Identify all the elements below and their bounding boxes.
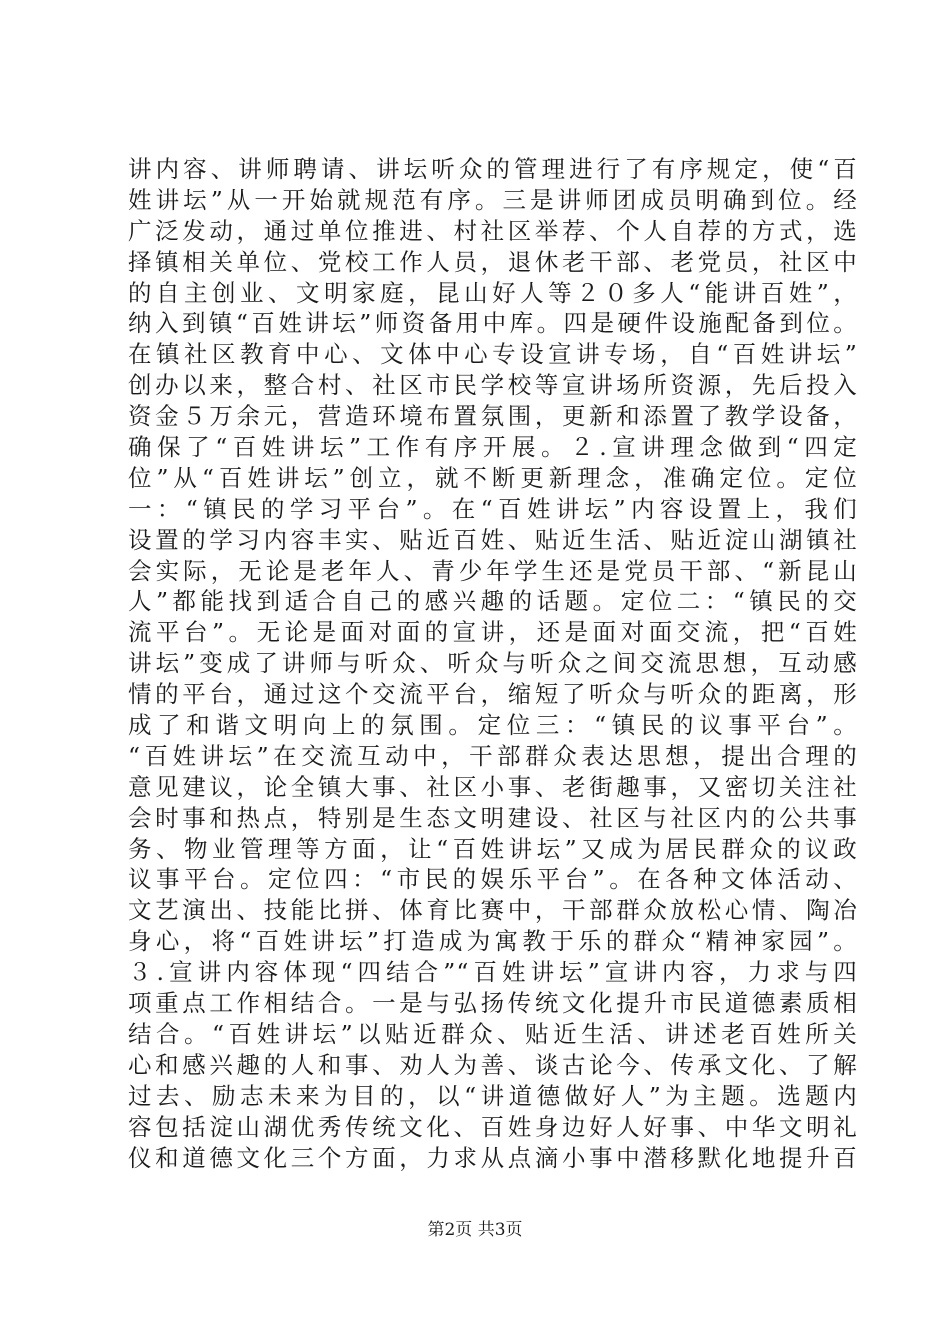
text-line: 一：“镇民的学习平台”。在“百姓讲坛”内容设置上，我们 [128,494,858,523]
text-line: 位”从“百姓讲坛”创立，就不断更新理念，准确定位。定位 [128,463,858,492]
text-line: 资金５万余元，营造环境布置氛围，更新和添置了教学设备， [128,402,858,431]
text-line: ３.宣讲内容体现“四结合”“百姓讲坛”宣讲内容，力求与四 [128,958,858,987]
text-line: 过去、励志未来为目的，以“讲道德做好人”为主题。选题内 [128,1081,858,1110]
text-line: 纳入到镇“百姓讲坛”师资备用中库。四是硬件设施配备到位。 [128,309,858,338]
text-line: 择镇相关单位、党校工作人员，退休老干部、老党员，社区中 [128,247,858,276]
text-line: 意见建议，论全镇大事、社区小事、老街趣事，又密切关注社 [128,772,858,801]
text-line: 讲坛”变成了讲师与听众、听众与听众之间交流思想，互动感 [128,649,858,678]
text-line: 创办以来，整合村、社区市民学校等宣讲场所资源，先后投入 [128,371,858,400]
text-line: 讲内容、讲师聘请、讲坛听众的管理进行了有序规定，使“百 [128,155,858,183]
text-line: 的自主创业、文明家庭，昆山好人等２０多人“能讲百姓”， [128,278,858,307]
text-line: 情的平台，通过这个交流平台，缩短了听众与听众的距离，形 [128,680,858,709]
text-line: 议事平台。定位四：“市民的娱乐平台”。在各种文体活动、 [128,865,858,894]
text-line: 成了和谐文明向上的氛围。定位三：“镇民的议事平台”。 [128,711,858,740]
text-line: 人”都能找到适合自己的感兴趣的话题。定位二：“镇民的交 [128,587,858,616]
text-line: “百姓讲坛”在交流互动中，干部群众表达思想，提出合理的 [128,741,858,770]
text-line: 会实际，无论是老年人、青少年学生还是党员干部、“新昆山 [128,556,858,585]
text-line: 项重点工作相结合。一是与弘扬传统文化提升市民道德素质相 [128,989,858,1018]
page-footer: 第2页 共3页 [427,1220,523,1240]
text-line: 心和感兴趣的人和事、劝人为善、谈古论今、传承文化、了解 [128,1050,858,1079]
body-text [128,154,858,1173]
text-line: 会时事和热点，特别是生态文明建设、社区与社区内的公共事 [128,803,858,832]
text-line: 文艺演出、技能比拼、体育比赛中，干部群众放松心情、陶冶 [128,896,858,925]
text-line: 容包括淀山湖优秀传统文化、百姓身边好人好事、中华文明礼 [128,1112,858,1141]
text-line: 广泛发动，通过单位推进、村社区举荐、个人自荐的方式，选 [128,216,858,245]
text-line: 身心，将“百姓讲坛”打造成为寓教于乐的群众“精神家园”。 [128,927,858,956]
text-line: 在镇社区教育中心、文体中心专设宣讲专场，自“百姓讲坛” [128,340,858,369]
text-line: 设置的学习内容丰实、贴近百姓、贴近生活、贴近淀山湖镇社 [128,525,858,554]
text-line: 流平台”。无论是面对面的宣讲，还是面对面交流，把“百姓 [128,618,858,647]
text-line: 务、物业管理等方面，让“百姓讲坛”又成为居民群众的议政 [128,834,858,863]
text-line: 仪和道德文化三个方面，力求从点滴小事中潜移默化地提升百 [128,1143,858,1172]
text-line: 结合。“百姓讲坛”以贴近群众、贴近生活、讲述老百姓所关 [128,1019,858,1048]
text-line: 姓讲坛”从一开始就规范有序。三是讲师团成员明确到位。经 [128,185,858,214]
text-line: 确保了“百姓讲坛”工作有序开展。２.宣讲理念做到“四定 [128,433,858,462]
